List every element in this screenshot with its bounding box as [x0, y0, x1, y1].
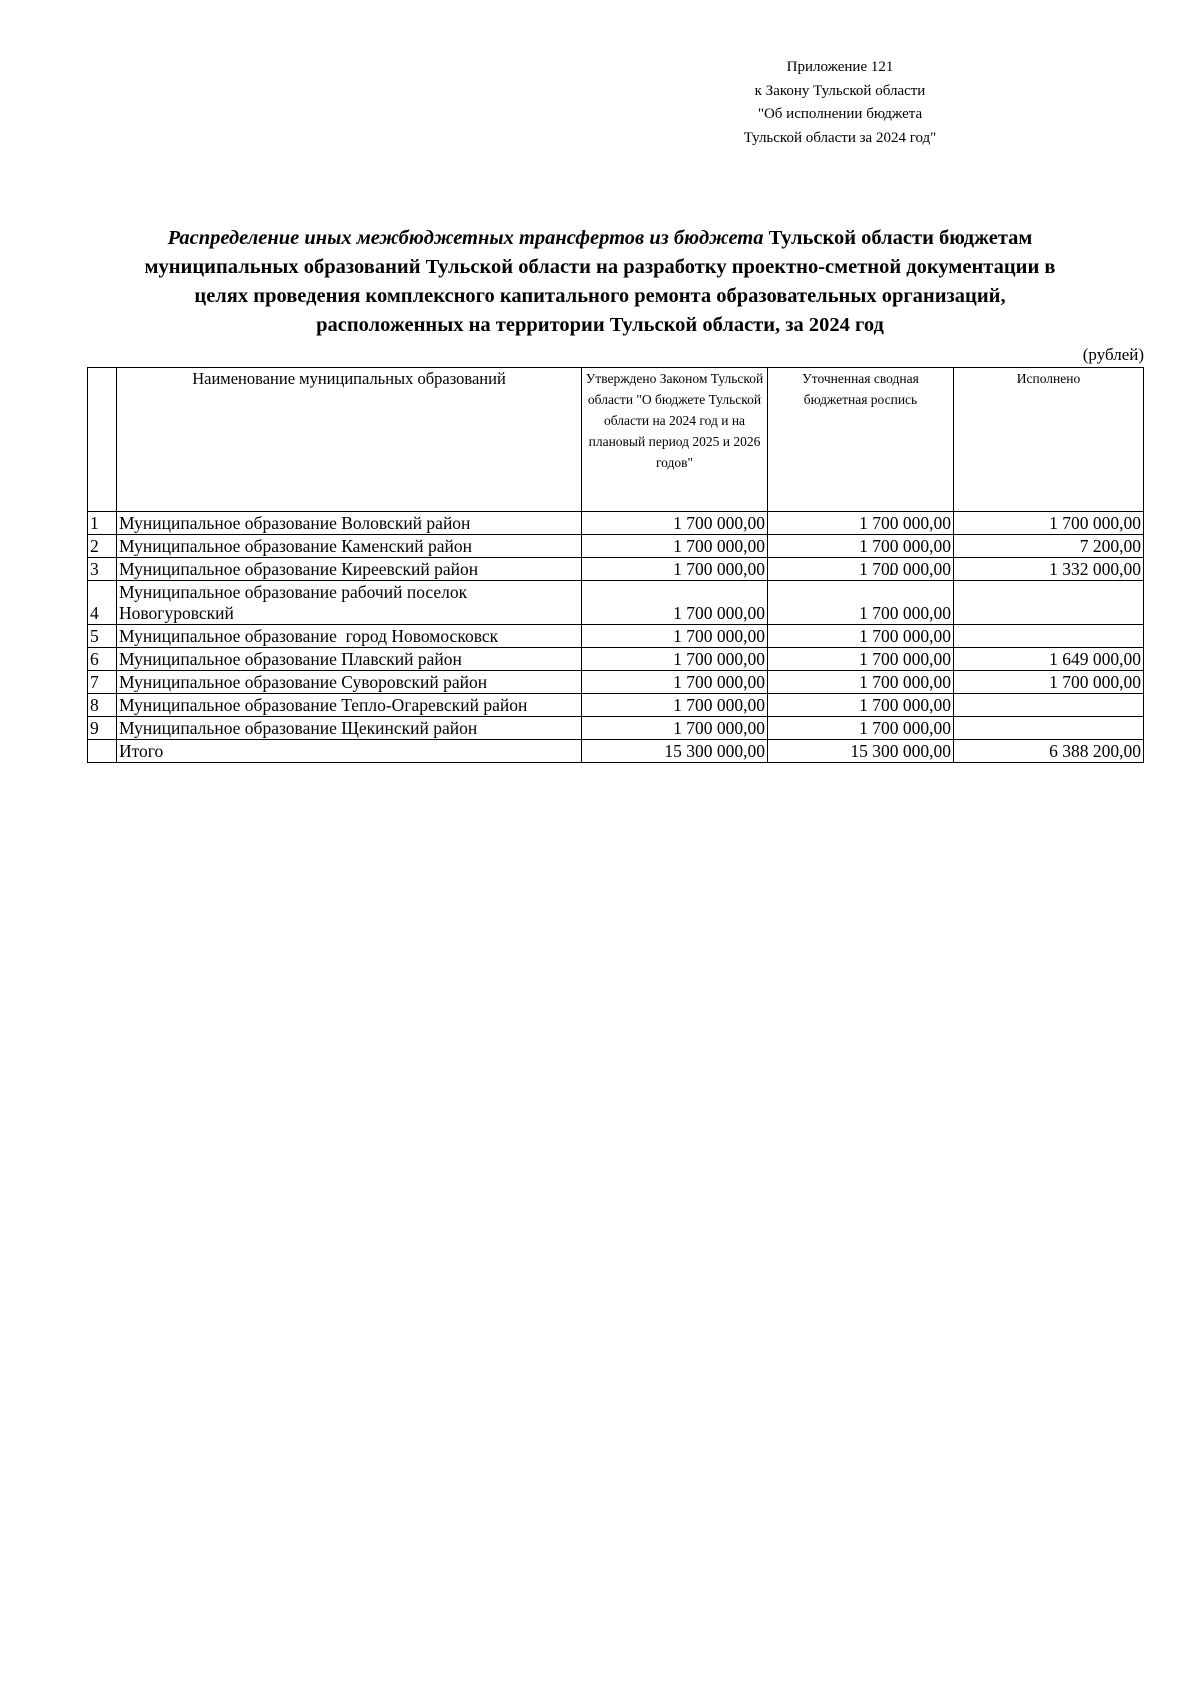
header-num: [88, 368, 117, 512]
row-refined: 1 700 000,00 .: [768, 581, 954, 625]
title-line: расположенных на территории Тульской области, за 2024 год: [316, 314, 884, 336]
table-row: [88, 717, 1144, 740]
row-name: Муниципальное образование Тепло-Огаревский район: [117, 694, 582, 717]
total-refined: 15 300 000,00: [768, 740, 954, 763]
table-row: [88, 512, 1144, 535]
document-title: [100, 224, 1100, 340]
row-refined: 1 700 000,00: [768, 558, 954, 581]
row-refined: 1 700 000,00: [768, 625, 954, 648]
total-name: Итого: [117, 740, 582, 763]
row-name: Муниципальное образование Щекинский район: [117, 717, 582, 740]
row-num: 1: [88, 512, 117, 535]
appendix-line: Приложение 121: [786, 59, 894, 75]
row-name: Муниципальное образование Киреевский район: [117, 558, 582, 581]
row-executed: 1 700 000,00: [954, 671, 1144, 694]
appendix-line: Тульской области за 2024 год": [743, 129, 937, 146]
row-approved: 1 700 000,00: [582, 625, 768, 648]
row-refined: 1 700 000,00: [768, 512, 954, 535]
total-num: [88, 740, 117, 763]
total-approved: 15 300 000,00: [582, 740, 768, 763]
table-row: [88, 671, 1144, 694]
appendix-header: [720, 56, 960, 150]
row-executed: [954, 581, 1144, 625]
table-row: [88, 625, 1144, 648]
row-refined: 1 700 000,00: [768, 648, 954, 671]
total-executed: 6 388 200,00: [954, 740, 1144, 763]
row-refined: 1 700 000,00: [768, 535, 954, 558]
row-name-line: Муниципальное образование рабочий поселок: [119, 582, 468, 602]
row-name: [117, 581, 582, 625]
header-name: Наименование муниципальных образований: [117, 368, 582, 512]
row-num: 8: [88, 694, 117, 717]
row-approved: 1 700 000,00: [582, 694, 768, 717]
table-row: [88, 535, 1144, 558]
row-executed: 7 200,00: [954, 535, 1144, 558]
row-executed: 1 700 000,00: [954, 512, 1144, 535]
title-rest-part: Тульской области бюджетам: [763, 227, 1033, 249]
title-italic-part: Распределение иных межбюджетных трансфертов из бюджета: [167, 227, 764, 249]
row-num: 9: [88, 717, 117, 740]
row-approved: 1 700 000,00: [582, 512, 768, 535]
row-num: 4: [88, 581, 117, 625]
row-approved: 1 700 000,00: [582, 671, 768, 694]
table-row: [88, 648, 1144, 671]
row-approved: 1 700 000,00: [582, 581, 768, 625]
row-refined: 1 700 000,00: [768, 671, 954, 694]
row-approved: 1 700 000,00: [582, 535, 768, 558]
table-row: [88, 694, 1144, 717]
row-executed: 1 332 000,00: [954, 558, 1144, 581]
row-refined: 1 700 000,00: [768, 717, 954, 740]
row-executed: [954, 625, 1144, 648]
row-name: Муниципальное образование Каменский район: [117, 535, 582, 558]
row-num: 5: [88, 625, 117, 648]
title-line: [100, 224, 1100, 253]
row-approved: 1 700 000,00: [582, 717, 768, 740]
table-total-row: [88, 740, 1144, 763]
header-refined: Уточненная сводная бюджетная роспись: [768, 368, 954, 512]
title-line: муниципальных образований Тульской области на разработку проектно-сметной документации в: [144, 256, 1056, 278]
row-name: Муниципальное образование Плавский район: [117, 648, 582, 671]
title-line: целях проведения комплексного капитального ремонта образовательных организаций,: [194, 285, 1006, 307]
row-approved: 1 700 000,00: [582, 648, 768, 671]
table-header-row: [88, 368, 1144, 512]
row-num: 3: [88, 558, 117, 581]
row-name: Муниципальное образование Воловский район: [117, 512, 582, 535]
row-refined: 1 700 000,00: [768, 694, 954, 717]
appendix-line: к Закону Тульской области: [754, 82, 926, 99]
header-executed: Исполнено: [954, 368, 1144, 512]
row-name-line: Новогуровский: [119, 603, 234, 623]
row-num: 6: [88, 648, 117, 671]
units-label: (рублей): [1082, 345, 1144, 364]
row-name: Муниципальное образование Суворовский район: [117, 671, 582, 694]
row-num: 7: [88, 671, 117, 694]
table-row: [88, 581, 1144, 625]
row-name: Муниципальное образование город Новомосковск: [117, 625, 582, 648]
appendix-line: "Об исполнении бюджета: [757, 106, 923, 122]
row-num: 2: [88, 535, 117, 558]
transfers-table: [87, 367, 1144, 763]
header-approved: Утверждено Законом Тульской области "О бюджете Тульской области на 2024 год и на плановый период 2025 и 2026 годов": [582, 368, 768, 512]
row-executed: [954, 694, 1144, 717]
row-approved: 1 700 000,00: [582, 558, 768, 581]
row-executed: [954, 717, 1144, 740]
row-executed: 1 649 000,00: [954, 648, 1144, 671]
table-row: [88, 558, 1144, 581]
